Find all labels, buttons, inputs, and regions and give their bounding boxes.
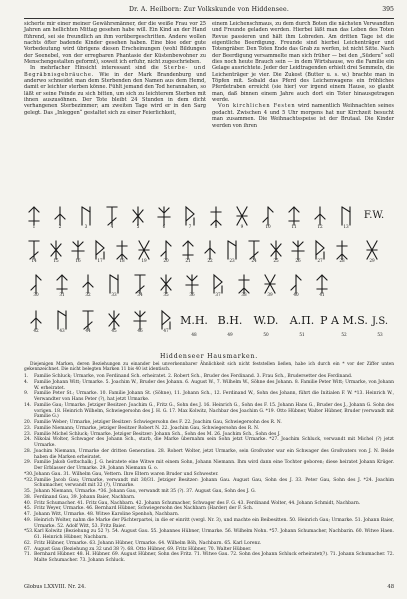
mark-number-label: 33 (111, 292, 117, 297)
house-mark-glyph (110, 275, 118, 293)
journal-reference: Globus LXXVIII. Nr. 24. (24, 584, 86, 590)
house-mark-entry (24, 380, 394, 392)
mark-number-label: 17 (97, 258, 103, 263)
house-mark-glyph (55, 207, 65, 225)
initials-mark: J.S. (371, 316, 389, 327)
house-mark-entry (24, 403, 394, 420)
mark-number-label: 25 (273, 258, 279, 263)
house-mark-entry (24, 529, 394, 541)
mark-number-label: 40 (293, 292, 299, 297)
mark-number-label: 15 (53, 258, 59, 263)
entry-number: *53. (24, 529, 34, 535)
mark-number-label: 13 (343, 224, 349, 229)
initials-mark: A.П. (289, 314, 315, 327)
house-mark-glyph (315, 207, 325, 225)
mark-number-label: 22 (207, 258, 213, 263)
entry-number: 20. (24, 420, 32, 425)
entry-text: Familie Schluck; Urmarke, von Ferdinand Sch. erheiratet. 2. Robert Sch., Bruder des Ferdinand. 3. Frau Sch., Brudersetter des Ferdinand. (34, 374, 353, 379)
initials-mark: W.D. (253, 314, 279, 327)
entry-number: 35. (24, 489, 32, 494)
house-mark-entry (24, 552, 394, 564)
entry-text: August Gau (Beziehung zu 32 und 38 ?). 68. Otto Hübner, 69. Fritz Hübner, 70. Walter Hübner. (34, 546, 252, 552)
house-mark-glyph (211, 207, 221, 225)
mark-number-label: 36 (189, 292, 195, 297)
entry-number: 1. (24, 374, 29, 379)
house-mark-glyph (317, 275, 327, 293)
mark-number-label: 35 (163, 292, 169, 297)
house-mark-glyph (139, 241, 149, 259)
text-run: In mehrfacher Hinsicht interessant sind die (30, 65, 164, 72)
house-mark-glyph (237, 207, 247, 225)
entry-text: Familie Jacob Gau; Urmarke, verwandt mit 30/31. Jetziger Besitzer: Johann Gau. August Gau, Sohn des J. 33. Peter Gau, Sohn des J. *24. Joachim Schumacher, verwandt mit 32 (?), Urmarke. (34, 477, 394, 489)
house-mark-glyph (289, 207, 299, 225)
house-mark-glyph (29, 241, 39, 259)
house-mark-glyph (57, 275, 67, 293)
house-mark-glyph (291, 275, 301, 293)
house-mark-glyph (161, 241, 171, 259)
mark-number-label: 49 (227, 332, 233, 337)
mark-number-label: 23 (229, 258, 235, 263)
book-page (24, 6, 394, 593)
mark-number-label: 41 (319, 292, 325, 297)
mark-number-label: 21 (185, 258, 191, 263)
running-title: Dr. A. Heilborn: Zur Volkskunde von Hiddensee. (128, 6, 290, 13)
mark-number-label: 2 (58, 224, 62, 229)
mark-number-label: 1 (32, 224, 36, 229)
entry-number: 23. (24, 431, 32, 437)
mark-number-label: 5 (136, 224, 140, 229)
house-mark-glyph (183, 241, 193, 259)
entry-text: Nikolai Wolter, Schwager des Johann Sch., starb, die Marke übernahm sein Sohn jetzt Urmarke. *27. Joachim Schluck, verwandt mit Michel (?) jetzt Urmarke. (34, 437, 394, 448)
mark-number-label: 51 (299, 332, 305, 337)
house-mark-glyph (51, 241, 61, 259)
entry-number: *32. (24, 477, 34, 483)
entry-text: Familie Gau; Urmarke. Jetziger Besitzer: Joachim G., Fritz G., Sohn des J. 16. Heinrich G., Sohn des F. 15. Johann Hans G., Bruder des J., Johann G. Sohn des vorigen. 18. Heinrich Wilhelm, Schwiegersohn des J. H. G. 17. Max Kolwitz, Nachbar des Joachim G. *19. Otto Hübner, Walter Hübner, Bruder (verwandt mit Familie G.) (34, 402, 394, 420)
house-mark-glyph (133, 207, 143, 225)
page-number: 395 (382, 6, 394, 13)
entry-text: Joachim Niemann, Urmarke der dritten Generation. 28. Robert Wolter, jetzt Urmarke, sein Großvater war ein Schwager des Großvaters von J. N. Beide haben die Marken erheiratet. (34, 448, 394, 460)
mark-number-label: 6 (162, 224, 166, 229)
initials-mark: F.W. (363, 210, 385, 221)
mark-number-label: 34 (137, 292, 143, 297)
house-mark-glyph (158, 207, 170, 225)
mark-number-label: 3 (84, 224, 88, 229)
entry-text: Heinrich Wolter, nahm die Marke der Pächterpartei, in die er einritt (vergl. Nr. 3), und machte ein Beibesitten. 50. Heinrich Gau; Urmarke. 51. Johann Baier, Urmarke. 52. Adolf Witt, 53. Fritz Baier. (34, 517, 394, 529)
house-mark-entries (24, 374, 394, 564)
mark-number-label: 48 (191, 332, 197, 337)
entry-number: 47. (24, 512, 32, 517)
house-mark-glyph (186, 275, 198, 293)
house-mark-entry (24, 449, 394, 461)
entry-number: 45. (24, 506, 32, 512)
house-mark-glyph (342, 207, 350, 225)
house-mark-glyph (367, 241, 377, 259)
house-mark-glyph (249, 241, 259, 259)
house-mark-glyph (161, 275, 171, 293)
mark-number-label: 38 (241, 292, 247, 297)
mark-number-label: 30 (33, 292, 39, 297)
entry-number: 4. (24, 379, 29, 385)
house-mark-entry (24, 518, 394, 530)
entry-number: *30. (24, 471, 34, 477)
paragraph (24, 65, 206, 116)
mark-number-label: 43 (59, 328, 65, 333)
house-mark-glyph (205, 241, 215, 259)
mark-number-label: 42 (33, 328, 39, 333)
house-mark-glyph (228, 241, 236, 259)
house-mark-glyph (82, 207, 90, 225)
two-column-text (24, 21, 394, 189)
entry-text: Familie Peter St.; Urmarke. 10. Familie Johann St. (Söhne), 11. Johann Sch., 12. Ferdinand W., Sohn des Johann, führt die Initialen F. W. *13. Heinrich W., Verwandter von Hans Peter (?), hat jetzt Urmarke. (34, 391, 394, 402)
mark-number-label: 7 (188, 224, 192, 229)
entry-number: 9. (24, 391, 29, 397)
entry-text: Fritz Schumacher. 41. Fritz Gau, Nachbarn. 42. Johann Schumacher, Schwager des F. G. 43. Ferdinand Wolter, 44. Johann Schmidt, Nachbarn. (34, 500, 361, 506)
signature-mark: 48 (387, 584, 394, 590)
house-mark-entry (24, 460, 394, 472)
mark-number-label: 24 (251, 258, 257, 263)
initials-mark: P A M.S. (320, 314, 368, 327)
mark-number-label: 10 (265, 224, 271, 229)
mark-number-label: 26 (295, 258, 301, 263)
running-header (24, 6, 394, 19)
mark-number-label: 53 (377, 332, 383, 337)
house-mark-glyph (292, 241, 304, 259)
initials-mark: B.H. (217, 314, 243, 327)
entry-text: Bernhard Hübner. 48. H. Hübner. 69. August Hübner, Sohn des Fritz. 71. Witwe Gau. 72. Sohn des Johann Schluck erheiratet(?). 71. Johann Schumacher. 72. Malte Schumacher. 73. Johann Schluck. (34, 552, 394, 563)
mark-number-label: 11 (291, 224, 297, 229)
house-mark-entry (24, 391, 394, 403)
mark-number-label: 20 (163, 258, 169, 263)
house-mark-glyph (271, 241, 281, 259)
mark-number-label: 32 (85, 292, 91, 297)
mark-number-label: 31 (59, 292, 65, 297)
entry-text: Fritz Weyer, Urmarke. 46. Bernhard Hübner, Schwiegersohn des Nachbarn (Harder) der F. Sch. (34, 506, 254, 512)
house-mark-glyph (96, 241, 104, 259)
entry-text: Johann Niemann, Urmarke. *36. Johann Gau, verwandt mit 35 (?). 37. August Gau, Sohn des J. G. (34, 489, 256, 494)
mark-number-label: 18 (119, 258, 125, 263)
emphasized-heading: Von kirchlichen Festen (218, 103, 296, 110)
mark-number-label: 46 (137, 328, 143, 333)
paragraph: sicherte mir einer meiner Gewährsmänner, der die weiße Frau vor 25 Jahren am hellichten Mittag gesehen habe will. Ein Kind an der Hand führend, sei sie freundlich an ihm vorübergeschritten. Andere wollen nachts öfter badende Kinder gesehen haben. Eine bloe oder gute Vorbedeutung wird übrigens diesen Erscheinungen (wohl Bildungen der Seenebel, von der erregbaren Phantasie der Küstenbewohner zu Menschengestalten geformt), soweit ich erfuhr, nicht zugeschrieben. (24, 21, 206, 66)
entry-text: Johann Witt, Urmarke. 48. Witwe Karoline Spenhoh, Nachbarn. (34, 512, 180, 517)
entry-number: 28. (24, 448, 32, 454)
house-mark-glyph (31, 275, 41, 293)
mark-number-label: 29 (369, 258, 375, 263)
entry-text: Karl Kolwitz (Beziehung zu 52 ?). 54. August Gau. 55. Johannes Hübner, Urmarke. 56. Wilhelm Nohn. *57. Johann Schumacher, Nachbarin. 60. Witwe Haen. 61. Heinrich Hübner, Nachbarn. (34, 529, 394, 540)
entry-number: 38. (24, 494, 32, 500)
mark-number-label: 16 (75, 258, 81, 263)
mark-number-label: 27 (317, 258, 323, 263)
entry-text: Johann Gau. 31. Wilhelm Gau, Vettern. Ihre Eltern waren Bruder und Schwester. (34, 471, 219, 477)
text-run: Wie in der Mark Brandenburg und anderwo schneidet man dem Sterbenden den Namen aus dem Hemd, damit er leichter sterben könne. Fühlt jemand den Tod herannahen, so läßt er seine Feinde zu sich bitten, um sich zu leichterem Sterben mit ihnen auszusöhnen. Der Tote bleibt 24 Stunden in dem dicht verhangenen Sterbezimmer; am zweiten Tage wird er in den Sarg gelegt. Das „Inleggen“ gestaltet sich zu einer Feierlichkeit, (24, 71, 206, 116)
house-mark-glyph (117, 241, 127, 259)
house-mark-glyph (83, 275, 93, 293)
house-mark-glyph (162, 311, 170, 329)
right-column (212, 21, 394, 129)
entry-number: 62. (24, 540, 32, 546)
house-mark-glyph (109, 311, 119, 329)
house-marks-figure (24, 192, 394, 352)
entry-number: 49. (24, 517, 32, 523)
mark-number-label: 37 (215, 292, 221, 297)
house-mark-glyph (186, 207, 194, 225)
house-mark-glyph (29, 207, 39, 225)
entry-number: 67. (24, 546, 32, 552)
entry-number: 23. (24, 425, 32, 431)
house-mark-entry (24, 437, 394, 449)
figure-intro-note: Diejenigen Marken, deren Beziehungen zu einander bei unverkennbarer Ähnlichkeit sich nicht feststellen ließen, habe ich durch ein * vor der Ziffer unten gekennzeichnet. Die nicht belegten Marken 11 bis 40 ist identisch. (24, 362, 394, 373)
emphasized-heading: Sterbe- und Begräbnisgebräuche. (24, 65, 206, 78)
mark-number-label: 14 (31, 258, 37, 263)
paragraph (212, 103, 394, 128)
text-run: wird namentlich Weihnachten seines gedacht. Zwischen 4 und 5 Uhr morgens hat nur Kirchzeit besucht man zusammen. Die Weihnachtsspeise ist der Brutaal. Die Kinder werden von ihren (212, 103, 394, 129)
figure-caption: Hiddenseer Hausmarken. (159, 353, 259, 360)
mark-number-label: 19 (141, 258, 147, 263)
entry-text: Fritz Hübner, Urmarke. 63. Johann Hübner, Urmarke. 64. Wilhelm Böh, Nachbarn. 65. Karl Lorenz. (34, 540, 262, 546)
mark-number-label: 44 (85, 328, 91, 333)
house-marks-illustration (24, 192, 394, 352)
entry-text: Ferdinand Gau, 39. Johann Baier, Nachbarn. (34, 494, 136, 500)
house-mark-glyph (31, 311, 41, 329)
house-mark-glyph (58, 311, 66, 329)
entry-text: Familie Michel Schluck; Urmarke. Jetziger Besitzer: Johann Sch., Sohn des M. 26. Joachim Sch., Sohn des J. (34, 431, 281, 437)
entry-text: Familie Jakob Gottschalk; J. G. heiratete eine Witwe mit einem Sohn, Johann Niemann. Ihm wird dann eine Tochter geboren; diese heiratet Johann Krüger. Der Erblasser der Urmarke. 29. Johann Niemann G. o. (34, 460, 394, 471)
left-column (24, 21, 206, 116)
entry-number: 14. (24, 402, 32, 408)
entry-number: 29. (24, 460, 32, 466)
mark-number-label: 45 (111, 328, 117, 333)
entry-text: Familie Weber; Urmarke, jetziger Besitzer: Schwiegersohn des F. 22. Joachim Gau, Schwiegersohn des R. N. (34, 420, 282, 425)
mark-number-label: 47 (163, 328, 169, 333)
house-mark-glyph (134, 311, 146, 329)
mark-number-label: 52 (341, 332, 347, 337)
house-mark-glyph (135, 275, 145, 293)
house-mark-glyph (337, 241, 347, 259)
entry-text: Familie Johann Witt; Urmarke. 5. Joachim W., Bruder des Johann. 6. August W., 7. Wilhelm W., Söhne des Johann. 8. Familie Peter Witt; Urmarke, von Johann W. erheiratet. (34, 379, 394, 391)
house-mark-glyph (83, 311, 93, 329)
initials-mark: M.H. (180, 314, 208, 327)
house-mark-glyph (107, 207, 117, 225)
entry-number: 71. (24, 552, 32, 558)
house-mark-glyph (239, 275, 249, 293)
paragraph: einem Leichenschmaus, zu dem durch Boten die nächsten Verwandten und Freunde geladen werden. Hierbei läßt man das Leben des Toten Revue passieren und hält ihm Lobreden. Am dritten Tage ist die eigentliche Beerdigung. Freunde sind hierbei Leichenträger und Totengräber. Den Toten Ende das Grab zu werfen, ist nicht Sitte. Nach der Beerdigung versammelte man sich früher — bei den „Süderu“ soll dies noch heute Brauch sein — in dem Wirtshause, wo die Familie ein Gelage ausrichtete. Jeder der Leidtragenden erhielt drei Semmeln, die Leichenträger je vier. Die Zukost (Butter u. s. w.) brachte man in Töpfen mit. Sobald das Pferd des Leichenwagens ein fröhliches Pferdetraben erreicht (sie hier) vor irgend einem Hause, so glaubt man, daß binnen einem Jahre auch dort ein Toter hinausgetragen werde. (212, 21, 394, 104)
mark-number-label: 12 (317, 224, 323, 229)
house-mark-glyph (72, 241, 84, 259)
house-mark-entry (24, 478, 394, 490)
mark-number-label: 50 (263, 332, 269, 337)
mark-number-label: 39 (267, 292, 273, 297)
house-mark-glyph (265, 275, 275, 293)
house-mark-glyph (316, 241, 324, 259)
entry-number: 40. (24, 500, 32, 506)
mark-number-label: 28 (339, 258, 345, 263)
house-mark-glyph (263, 207, 273, 225)
entry-text: Familie Niemann; Urmarke, jetziger Besitzer Robert N. 22. Joachim Gau, Schwiegersohn des R. N. (34, 425, 260, 431)
mark-number-label: 9 (240, 224, 244, 229)
mark-number-label: 8 (214, 224, 218, 229)
entry-number: 24. (24, 437, 32, 443)
house-mark-glyph (214, 275, 222, 293)
mark-number-label: 4 (110, 224, 114, 229)
